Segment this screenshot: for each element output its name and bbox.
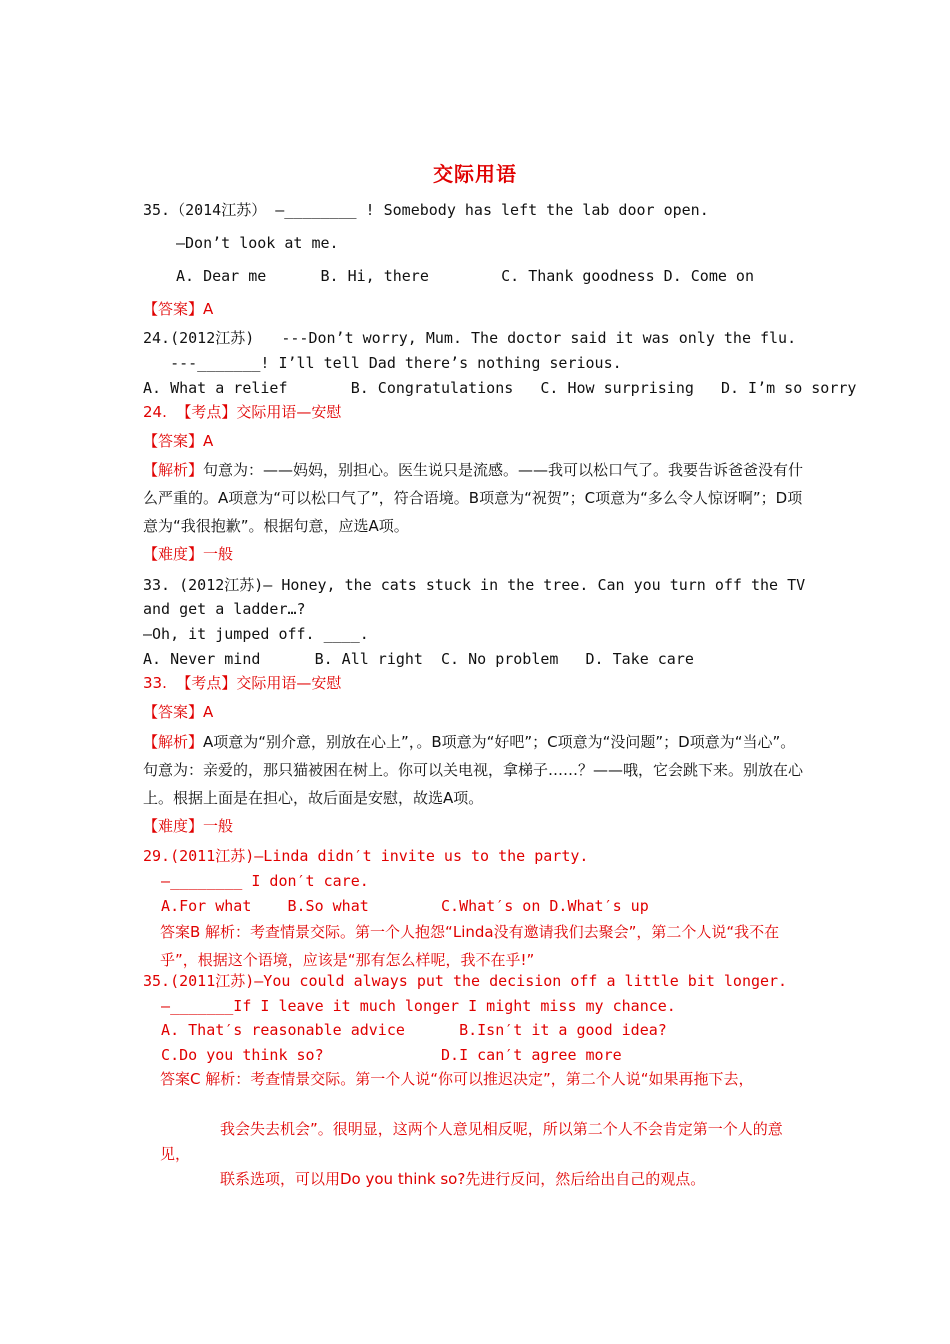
answer-value: A: [203, 703, 214, 721]
question-33-stem-line2: and get a ladder…?: [143, 600, 306, 618]
question-35-2011-options-ab: A. That′s reasonable advice B.Isn′t it a good idea?: [143, 1021, 667, 1039]
question-29-2011-analysis: 答案B 解析：考查情景交际。第一个人抱怨“Linda没有邀请我们去聚会”，第二个人说“我不在乎”，根据这个语境，应该是“那有怎么样呢，我不在乎!”: [160, 923, 780, 969]
point-number: 33.: [143, 674, 167, 692]
question-35-2014-answer: [143, 299, 213, 319]
question-35-2014-options: A. Dear me B. Hi, there C. Thank goodness D. Come on: [176, 267, 754, 285]
question-35-2011-options-cd: C.Do you think so? D.I can′t agree more: [143, 1046, 622, 1064]
question-33-analysis: [143, 728, 809, 812]
question-33-difficulty: [143, 816, 233, 836]
point-tag: 【考点】: [176, 674, 237, 692]
question-35-2011-reply: —_______If I leave it much longer I might miss my chance.: [143, 997, 676, 1015]
page-title: 交际用语: [433, 162, 517, 186]
question-35-2011-analysis-line3: 联系选项，可以用Do you think so?先进行反问，然后给出自己的观点。: [160, 1170, 706, 1188]
answer-value: A: [203, 300, 214, 318]
point-value: 交际用语—安慰: [236, 403, 342, 421]
analysis-text: 句意为：——妈妈，别担心。医生说只是流感。——我可以松口气了。我要告诉爸爸没有什么严重的。A项意为“可以松口气了”，符合语境。B项意为“祝贺”；C项意为“多么令人惊讶啊”；D项意为“我很抱歉”。根据句意，应选A项。: [143, 461, 804, 535]
question-33-reply: —Oh, it jumped off. ____.: [143, 625, 369, 643]
question-33-options: A. Never mind B. All right C. No problem D. Take care: [143, 650, 694, 668]
question-29-2011-reply: —________ I don′t care.: [143, 872, 369, 890]
question-35-2011-stem: 35.(2011江苏)—You could always put the decision off a little bit longer.: [143, 972, 788, 990]
question-33-point: [143, 673, 341, 693]
question-35-2011-analysis-line1: 答案C 解析：考查情景交际。第一个人说“你可以推迟决定”，第二个人说“如果再拖下去，: [160, 1070, 754, 1088]
question-33-answer: [143, 702, 213, 722]
question-29-2011-options: A.For what B.So what C.What′s on D.What′s up: [143, 897, 649, 915]
question-29-2011-stem: 29.(2011江苏)—Linda didn′t invite us to the party.: [143, 847, 589, 865]
point-value: 交际用语—安慰: [236, 674, 342, 692]
difficulty-tag: 【难度】: [143, 545, 204, 563]
question-35-2011-analysis-line2: 我会失去机会”。很明显，这两个人意见相反呢，所以第二个人不会肯定第一个人的意见，: [160, 1120, 783, 1163]
question-35-2014-reply: —Don’t look at me.: [176, 234, 339, 252]
difficulty-value: 一般: [203, 545, 234, 563]
answer-tag: 【答案】: [143, 703, 204, 721]
question-24-analysis: [143, 456, 809, 540]
analysis-text: A项意为“别介意，别放在心上”，。B项意为“好吧”；C项意为“没问题”；D项意为“当心”。 句意为：亲爱的，那只猫被困在树上。你可以关电视，拿梯子……？——哦，它会跳下来。别放在心上。根据上面是在担心，故后面是安慰，故选A项。: [143, 733, 804, 807]
answer-tag: 【答案】: [143, 432, 204, 450]
point-tag: 【考点】: [176, 403, 237, 421]
question-24-options: A. What a relief B. Congratulations C. How surprising D. I’m so sorry: [143, 379, 857, 397]
answer-value: A: [203, 432, 214, 450]
question-24-stem: 24.(2012江苏) ---Don’t worry, Mum. The doctor said it was only the flu.: [143, 329, 797, 347]
analysis-tag: 【解析】: [143, 733, 204, 751]
analysis-tag: 【解析】: [143, 461, 204, 479]
question-24-reply: ---_______! I’ll tell Dad there’s nothing serious.: [143, 354, 622, 372]
question-35-2014-stem: 35.（2014江苏） —________ ! Somebody has left the lab door open.: [143, 201, 709, 219]
question-33-stem-line1: 33. (2012江苏)— Honey, the cats stuck in the tree. Can you turn off the TV: [143, 576, 806, 594]
question-24-difficulty: [143, 544, 233, 564]
question-24-point: [143, 402, 341, 422]
answer-tag: 【答案】: [143, 300, 204, 318]
difficulty-tag: 【难度】: [143, 817, 204, 835]
difficulty-value: 一般: [203, 817, 234, 835]
question-24-answer: [143, 431, 213, 451]
point-number: 24.: [143, 403, 167, 421]
